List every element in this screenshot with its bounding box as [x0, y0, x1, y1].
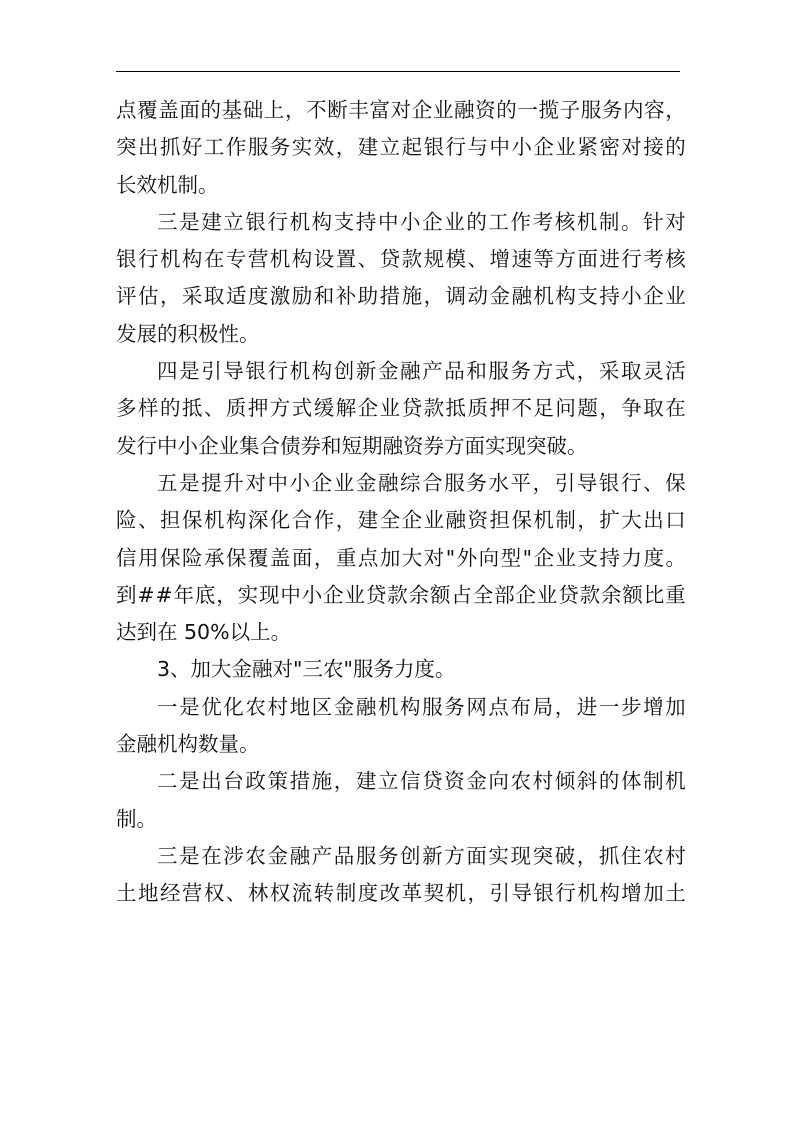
text-line: 一 是 优 化 农 村 地 区 金 融 机 构 服 务 网 点 布 局 ， 进 一 步 增 加	[157, 694, 686, 719]
document-body	[116, 92, 686, 913]
text-line: 三 是 建 立 银 行 机 构 支 持 中 小 企 业 的 工 作 考 核 机 制 。 针 对	[157, 209, 686, 234]
text-line: 发展的积极性。	[116, 321, 260, 346]
text-line: 到 # # 年 底 ， 实 现 中 小 企 业 贷 款 余 额 占 全 部 企 业 贷 款 余 额 比 重	[116, 582, 686, 607]
text-line: 多 样 的 抵 、 质 押 方 式 缓 解 企 业 贷 款 抵 质 押 不 足 问 题 ， 争 取 在	[116, 396, 686, 421]
text-line: 土 地 经 营 权 、 林 权 流 转 制 度 改 革 契 机 ， 引 导 银 行 机 构 增 加 土	[116, 881, 686, 906]
text-line: 险 、 担 保 机 构 深 化 合 作 ， 建 全 企 业 融 资 担 保 机 制 ， 扩 大 出 口	[116, 508, 686, 533]
text-line: 评 估 ， 采 取 适 度 激 励 和 补 助 措 施 ， 调 动 金 融 机 构 支 持 小 企 业	[116, 284, 686, 309]
header-rule	[116, 71, 680, 72]
text-line: 长效机制。	[116, 172, 219, 197]
text-line: 金融机构数量。	[116, 732, 260, 757]
text-line: 信 用 保 险 承 保 覆 盖 面 ， 重 点 加 大 对 " 外 向 型 " 企 业 支 持 力 度 。	[116, 545, 686, 570]
text-line: 发行中小企业集合债券和短期融资券方面实现突破。	[116, 433, 588, 458]
text-line: 达到在 50%以上。	[116, 620, 292, 645]
text-line: 点 覆 盖 面 的 基 础 上 ， 不 断 丰 富 对 企 业 融 资 的 一 揽 子 服 务 内 容 ，	[116, 98, 686, 122]
text-line: 3、加大金融对"三农"服务力度。	[157, 657, 456, 682]
text-line: 银 行 机 构 在 专 营 机 构 设 置 、 贷 款 规 模 、 增 速 等 方 面 进 行 考 核	[116, 247, 686, 272]
text-line: 制。	[116, 806, 157, 831]
text-line: 突 出 抓 好 工 作 服 务 实 效 ， 建 立 起 银 行 与 中 小 企 业 紧 密 对 接 的	[116, 135, 686, 160]
text-line: 五 是 提 升 对 中 小 企 业 金 融 综 合 服 务 水 平 ， 引 导 银 行 、 保	[157, 470, 686, 495]
text-line: 二 是 出 台 政 策 措 施 ， 建 立 信 贷 资 金 向 农 村 倾 斜 的 体 制 机	[157, 769, 686, 794]
text-line: 四 是 引 导 银 行 机 构 创 新 金 融 产 品 和 服 务 方 式 ， 采 取 灵 活	[157, 359, 686, 384]
text-line: 三 是 在 涉 农 金 融 产 品 服 务 创 新 方 面 实 现 突 破 ， 抓 住 农 村	[157, 843, 686, 868]
